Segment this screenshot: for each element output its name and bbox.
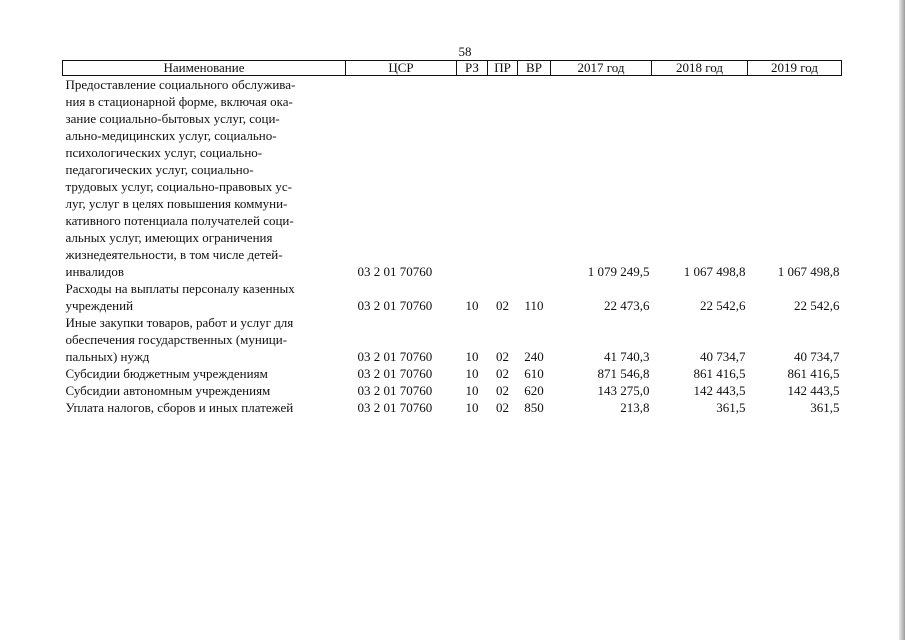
row-rz: 10: [465, 400, 479, 415]
row-name-line: Предоставление социального обслужива-: [65, 77, 296, 92]
row-pr: 02: [496, 349, 509, 364]
page-number: 58: [458, 44, 472, 59]
row-value-2019: 361,5: [810, 400, 840, 415]
header-vr: ВР: [518, 61, 551, 76]
row-value-2017: 1 079 249,5: [587, 264, 650, 279]
table-row: [63, 365, 842, 382]
row-value-2019: 40 734,7: [794, 349, 840, 364]
row-name-line: психологических услуг, социально-: [65, 145, 263, 160]
row-csr: 03 2 01 70760: [357, 366, 433, 381]
row-value-2017: 143 275,0: [597, 383, 650, 398]
row-vr: [518, 76, 551, 281]
row-rz: 10: [465, 349, 479, 364]
table-row: [63, 382, 842, 399]
row-name-line: обеспечения государственных (муници-: [65, 332, 288, 347]
row-csr: 03 2 01 70760: [357, 400, 433, 415]
row-vr: 850: [524, 400, 544, 415]
table-header-row: [63, 61, 842, 76]
row-rz: [457, 76, 488, 281]
row-name-line: кативного потенциала получателей соци-: [65, 213, 294, 228]
table-body: [63, 76, 842, 417]
row-value-2017: 41 740,3: [604, 349, 650, 364]
row-name: [63, 314, 346, 365]
table-row: [63, 76, 842, 281]
row-name-line: альных услуг, имеющих ограничения: [65, 230, 273, 245]
row-csr: 03 2 01 70760: [357, 383, 433, 398]
row-name-line: Иные закупки товаров, работ и услуг для: [65, 315, 294, 330]
row-name-line: Субсидии бюджетным учреждениям: [65, 366, 268, 381]
row-name: [63, 382, 346, 399]
row-vr: 610: [524, 366, 544, 381]
row-value-2018: 1 067 498,8: [683, 264, 746, 279]
row-value-2018: 142 443,5: [693, 383, 746, 398]
header-name: Наименование: [63, 61, 346, 76]
budget-table: [62, 60, 842, 416]
row-rz: 10: [465, 366, 479, 381]
row-csr: 03 2 01 70760: [357, 298, 433, 313]
table-row: [63, 399, 842, 416]
row-name-line: трудовых услуг, социально-правовых ус-: [65, 179, 292, 194]
row-value-2018: 40 734,7: [700, 349, 746, 364]
table-row: [63, 280, 842, 314]
row-name-line: жизнедеятельности, в том числе детей-: [65, 247, 283, 262]
row-rz: 10: [465, 298, 479, 313]
header-rz: РЗ: [457, 61, 488, 76]
row-name-line: луг, услуг в целях повышения коммуни-: [65, 196, 288, 211]
row-vr: 240: [524, 349, 544, 364]
row-pr: 02: [496, 298, 509, 313]
row-name: [63, 280, 346, 314]
row-name: [63, 365, 346, 382]
row-csr: 03 2 01 70760: [357, 349, 433, 364]
row-value-2019: 1 067 498,8: [777, 264, 840, 279]
row-vr: 620: [524, 383, 544, 398]
row-name-line: Расходы на выплаты персоналу казенных: [65, 281, 295, 296]
row-name-line: пальных) нужд: [65, 349, 150, 364]
row-csr: 03 2 01 70760: [357, 264, 433, 279]
header-2018: 2018 год: [652, 61, 748, 76]
row-pr: 02: [496, 383, 509, 398]
table-row: [63, 314, 842, 365]
row-name-line: зание социально-бытовых услуг, соци-: [65, 111, 280, 126]
row-name-line: Уплата налогов, сборов и иных платежей: [65, 400, 294, 415]
row-value-2019: 22 542,6: [794, 298, 840, 313]
header-pr: ПР: [488, 61, 518, 76]
header-2019: 2019 год: [748, 61, 842, 76]
row-name: [63, 76, 346, 281]
row-name: [63, 399, 346, 416]
row-value-2018: 22 542,6: [700, 298, 746, 313]
header-csr: ЦСР: [346, 61, 457, 76]
row-value-2017: 871 546,8: [597, 366, 650, 381]
row-value-2017: 22 473,6: [604, 298, 650, 313]
header-2017: 2017 год: [551, 61, 652, 76]
row-name-line: ния в стационарной форме, включая ока-: [65, 94, 293, 109]
row-name-line: учреждений: [65, 298, 134, 313]
row-value-2018: 361,5: [716, 400, 746, 415]
scan-edge-shadow: [899, 0, 905, 640]
row-rz: 10: [465, 383, 479, 398]
row-value-2019: 142 443,5: [787, 383, 840, 398]
row-pr: [488, 76, 518, 281]
row-name-line: инвалидов: [65, 264, 124, 279]
row-pr: 02: [496, 400, 509, 415]
row-value-2019: 861 416,5: [787, 366, 840, 381]
row-name-line: педагогических услуг, социально-: [65, 162, 254, 177]
row-name-line: ально-медицинских услуг, социально-: [65, 128, 277, 143]
row-value-2018: 861 416,5: [693, 366, 746, 381]
row-value-2017: 213,8: [620, 400, 650, 415]
row-name-line: Субсидии автономным учреждениям: [65, 383, 271, 398]
row-pr: 02: [496, 366, 509, 381]
row-vr: 110: [524, 298, 544, 313]
